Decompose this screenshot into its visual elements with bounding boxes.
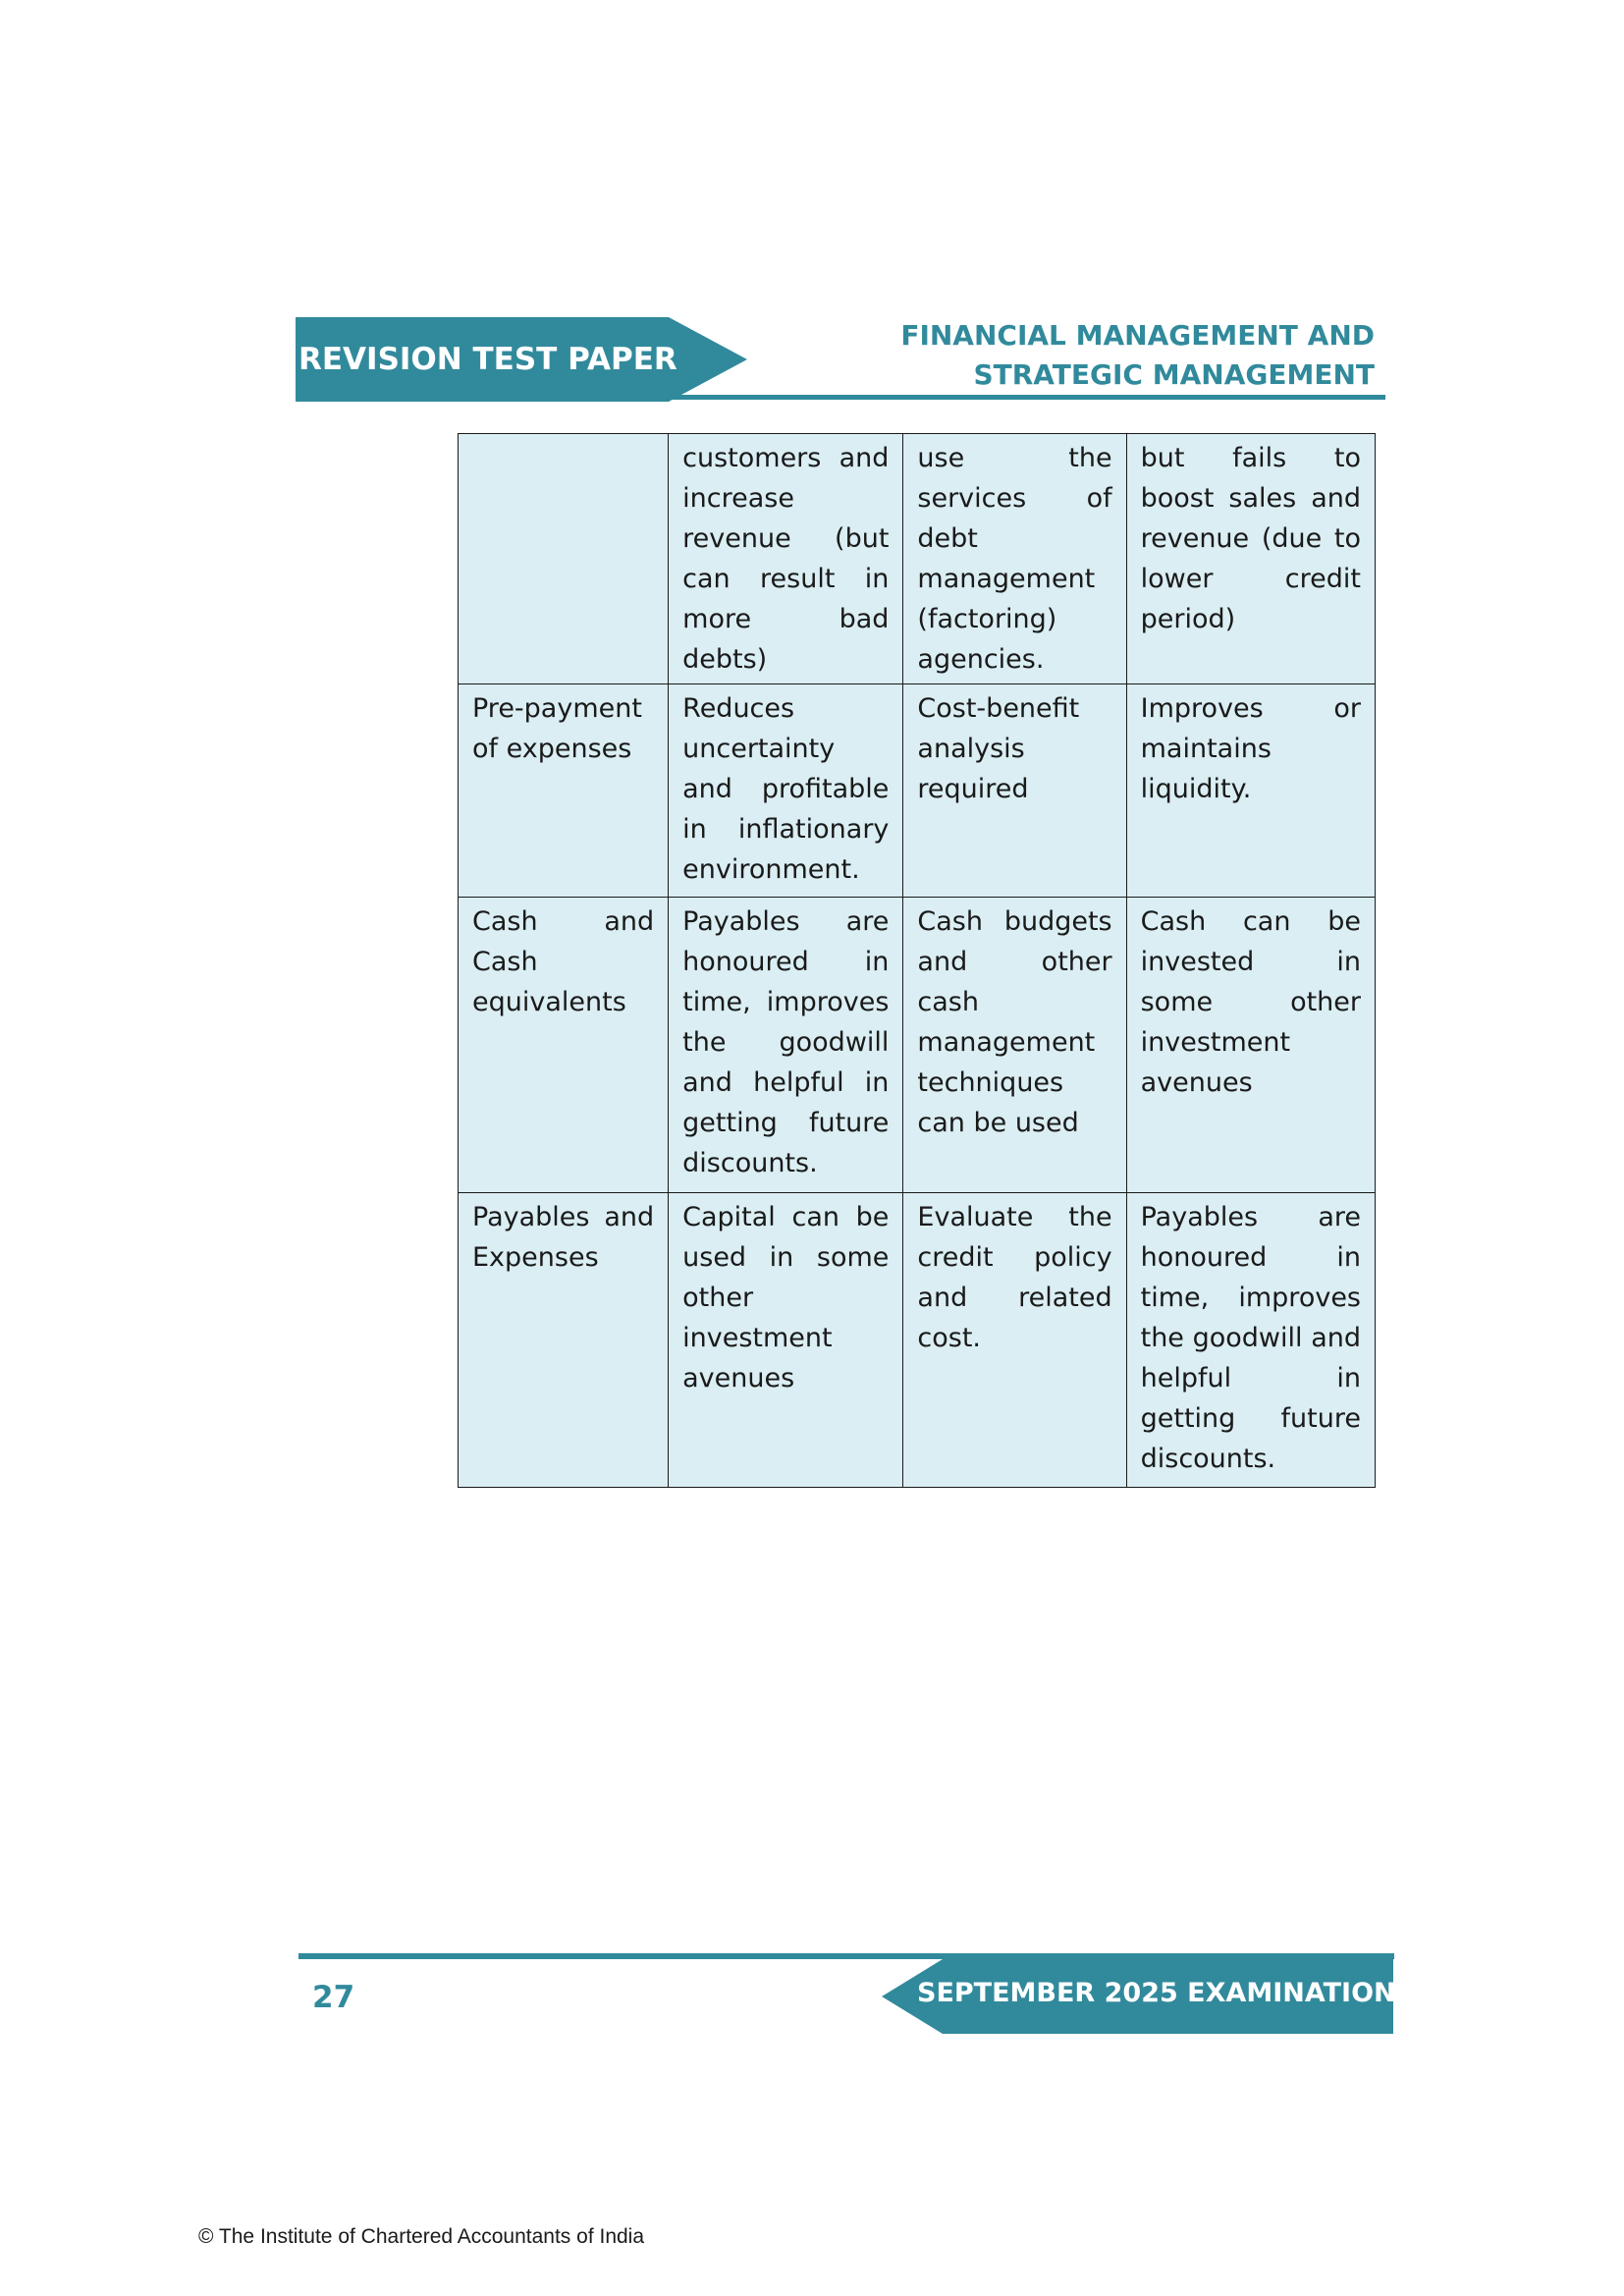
table-cell: Capital can be used in some other investment avenues	[669, 1193, 903, 1488]
table-cell: Payables are honoured in time, improves the goodwill and helpful in getting future discounts.	[1126, 1193, 1375, 1488]
table-cell: Cash can be invested in some other investment avenues	[1126, 898, 1375, 1193]
table-cell	[459, 434, 669, 684]
table-cell: Cost-benefit analysis required	[903, 684, 1126, 898]
table-cell: Cash budgets and other cash management techniques can be used	[903, 898, 1126, 1193]
page-number: 27	[312, 1980, 355, 2015]
table-cell: Pre-payment of expenses	[459, 684, 669, 898]
table-cell: Payables and Expenses	[459, 1193, 669, 1488]
header-subject-line-2: STRATEGIC MANAGEMENT	[973, 358, 1375, 391]
table-cell: Reduces uncertainty and profitable in inflationary environment.	[669, 684, 903, 898]
table-row	[459, 684, 1376, 898]
table-cell: but fails to boost sales and revenue (due to lower credit period)	[1126, 434, 1375, 684]
table-row	[459, 434, 1376, 684]
header-banner-label: REVISION TEST PAPER	[298, 342, 677, 377]
copyright-notice: © The Institute of Chartered Accountants of India	[198, 2225, 645, 2248]
table-row	[459, 1193, 1376, 1488]
header-subject-line-1: FINANCIAL MANAGEMENT AND	[900, 319, 1375, 352]
footer-exam-label: SEPTEMBER 2025 EXAMINATION	[917, 1978, 1396, 2008]
header-subject-title	[900, 316, 1375, 395]
table-cell: Cash and Cash equivalents	[459, 898, 669, 1193]
header-rule	[296, 395, 1385, 400]
table-row	[459, 898, 1376, 1193]
table-cell: Payables are honoured in time, improves the goodwill and helpful in getting future discounts.	[669, 898, 903, 1193]
footer-rule	[298, 1953, 1394, 1959]
comparison-table	[458, 433, 1376, 1488]
table-cell: Evaluate the credit policy and related cost.	[903, 1193, 1126, 1488]
table-cell: Improves or maintains liquidity.	[1126, 684, 1375, 898]
table-cell: use the services of debt management (factoring) agencies.	[903, 434, 1126, 684]
table-cell: customers and increase revenue (but can result in more bad debts)	[669, 434, 903, 684]
